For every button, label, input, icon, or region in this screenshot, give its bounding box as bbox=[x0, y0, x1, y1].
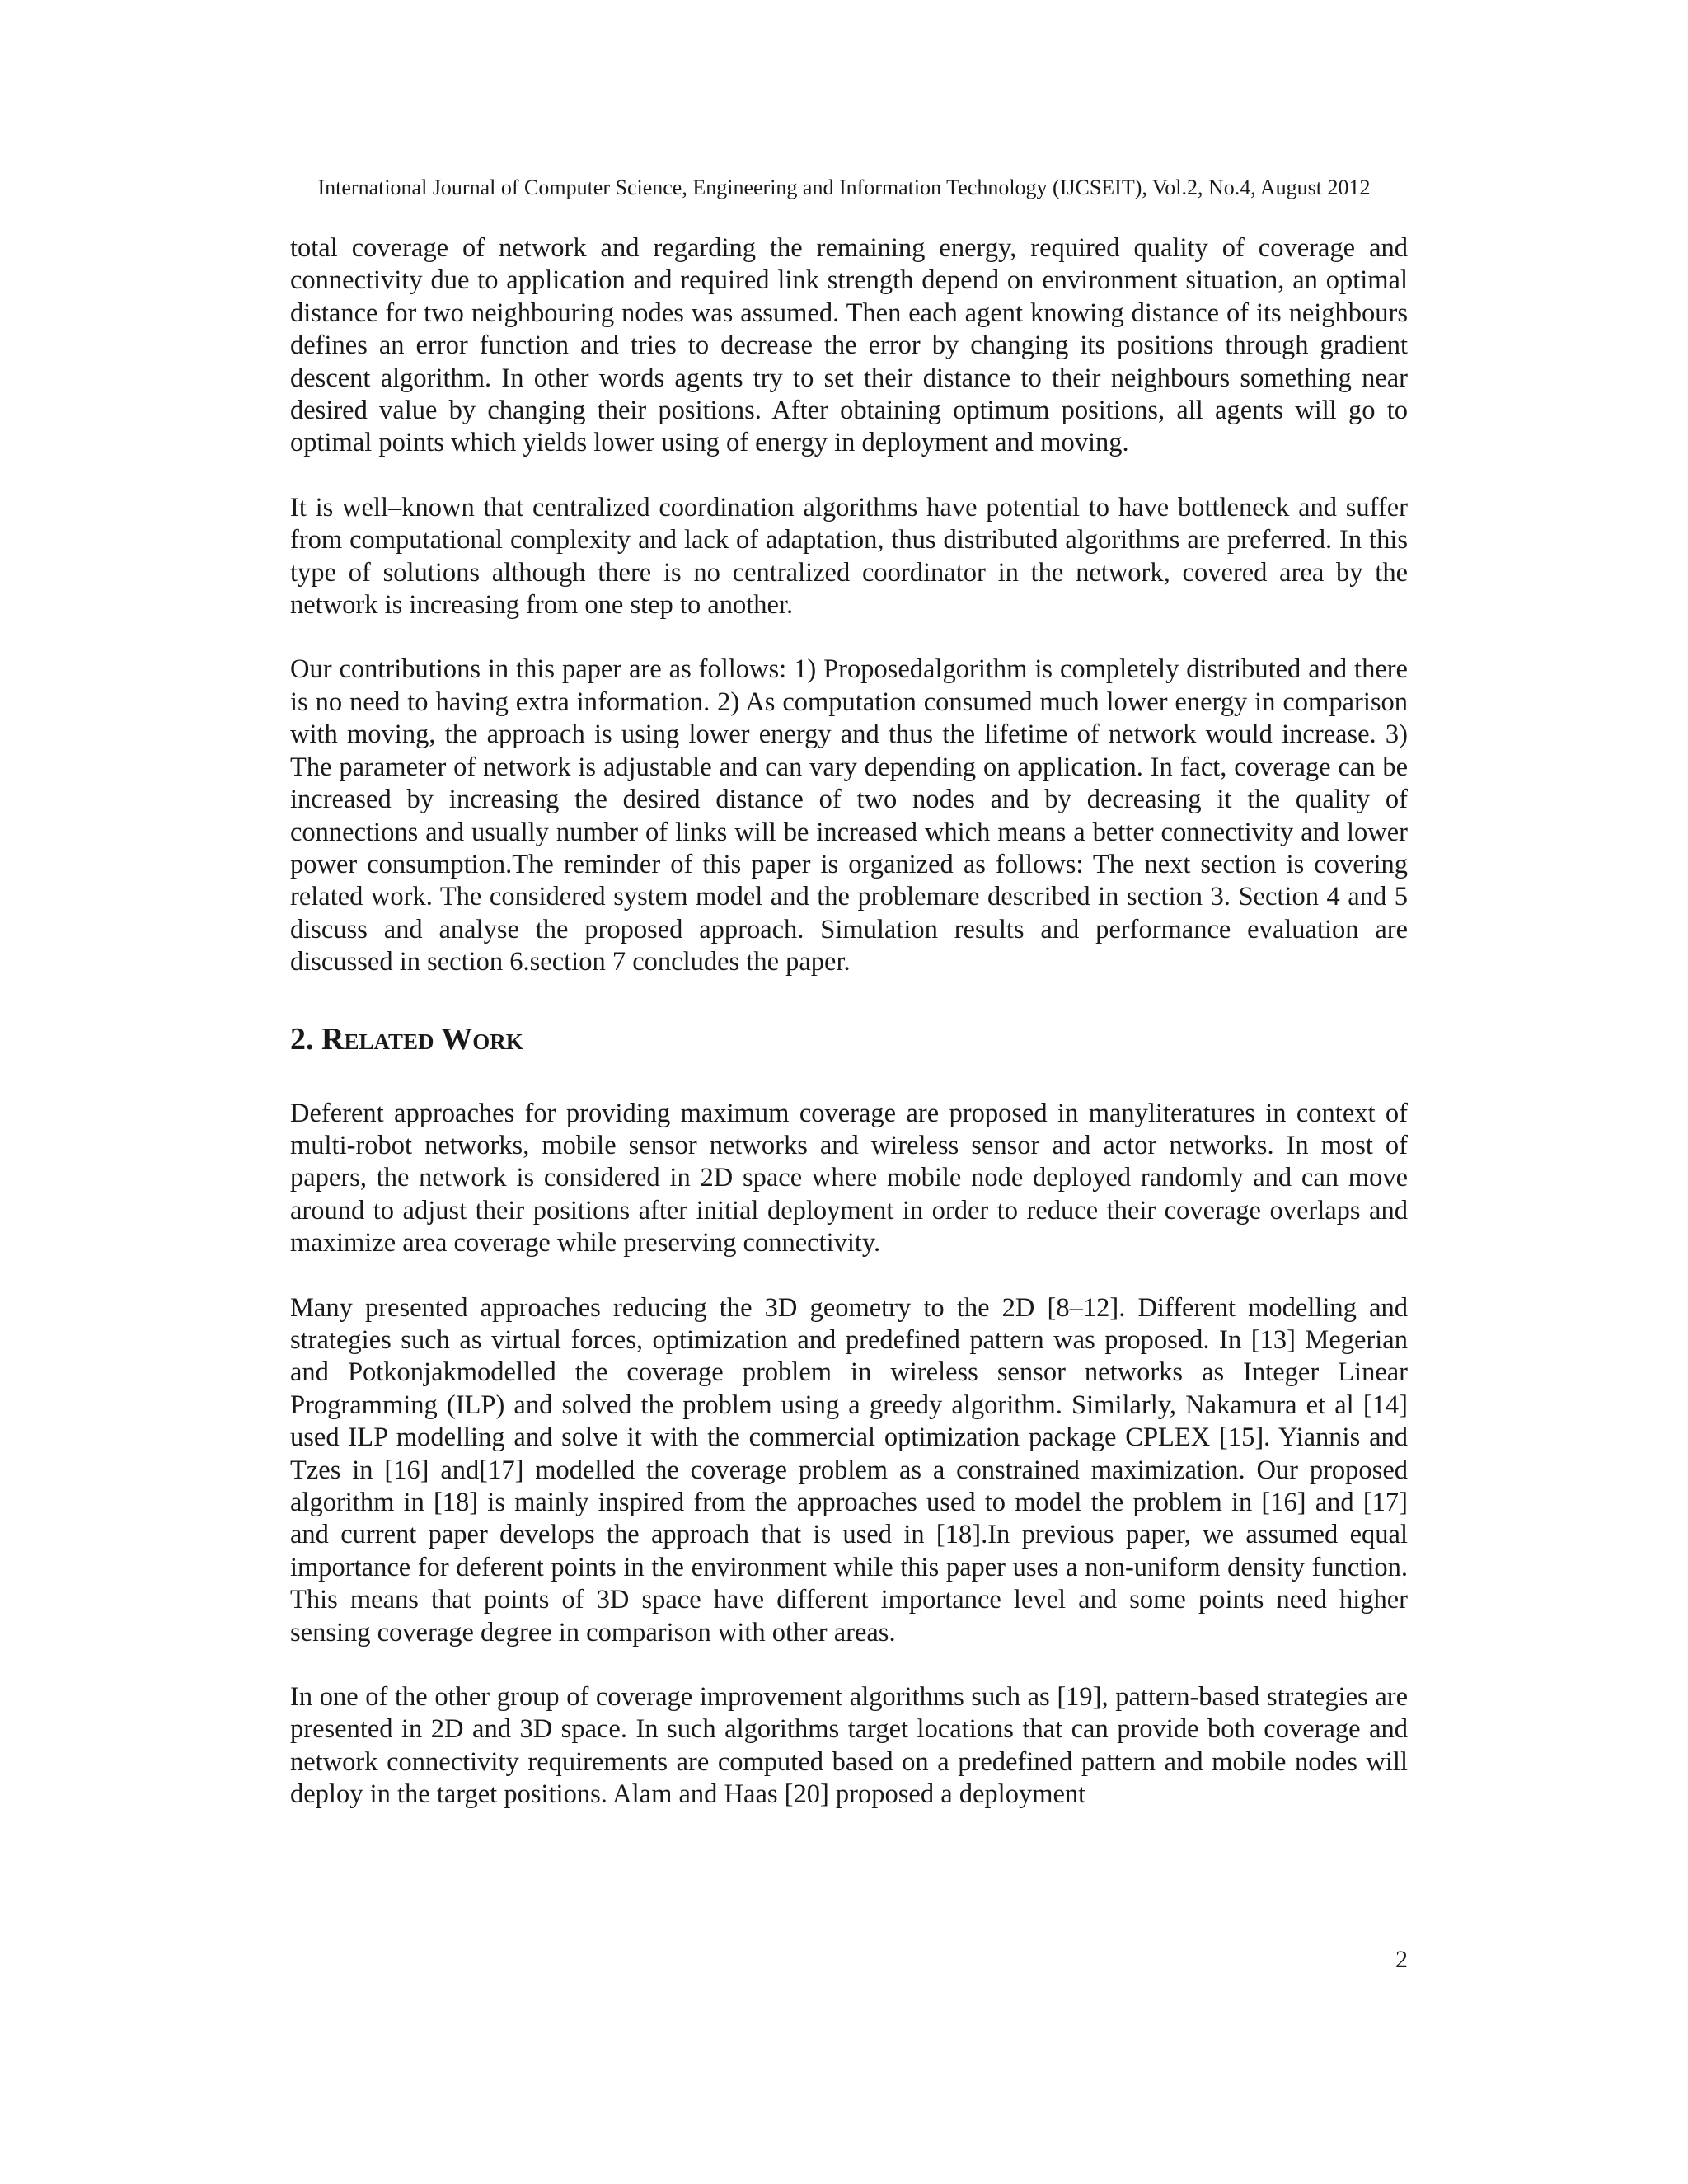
body-paragraph: It is well–known that centralized coordination algorithms have potential to have bottleneck and suffer from computational complexity and lack of adaptation, thus distributed algorithms are preferred. In this type of solutions although there is no centralized coordinator in the network, covered area by the network is increasing from one step to another. bbox=[290, 492, 1408, 621]
body-paragraph: In one of the other group of coverage improvement algorithms such as [19], pattern-based strategies are presented in 2D and 3D space. In such algorithms target locations that can provide both coverage and network connectivity requirements are computed based on a predefined pattern and mobile nodes will deploy in the target positions. Alam and Haas [20] proposed a deployment bbox=[290, 1682, 1408, 1810]
page-number: 2 bbox=[1395, 1946, 1408, 1973]
body-paragraph: total coverage of network and regarding the remaining energy, required quality of coverage and connectivity due to application and required link strength depend on environment situation, an optimal distance for two neighbouring nodes was assumed. Then each agent knowing distance of its neighbours defines an error function and tries to decrease the error by changing its positions through gradient descent algorithm. In other words agents try to set their distance to their neighbours something near desired value by changing their positions. After obtaining optimum positions, all agents will go to optimal points which yields lower using of energy in deployment and moving. bbox=[290, 233, 1408, 458]
section-heading-related-work: 2. Related Work bbox=[290, 1021, 523, 1057]
running-header: International Journal of Computer Science, Engineering and Information Technology (IJCSEIT), Vol.2, No.4, August 2012 bbox=[317, 176, 1371, 199]
body-paragraph: Our contributions in this paper are as follows: 1) Proposedalgorithm is completely distributed and there is no need to having extra information. 2) As computation consumed much lower energy in comparison with moving, the approach is using lower energy and thus the lifetime of network would increase. 3) The parameter of network is adjustable and can vary depending on application. In fact, coverage can be increased by increasing the desired distance of two nodes and by decreasing it the quality of connections and usually number of links will be increased which means a better connectivity and lower power consumption.The reminder of this paper is organized as follows: The next section is covering related work. The considered system model and the problemare described in section 3. Section 4 and 5 discuss and analyse the proposed approach. Simulation results and performance evaluation are discussed in section 6.section 7 concludes the paper. bbox=[290, 654, 1408, 977]
body-paragraph: Many presented approaches reducing the 3D geometry to the 2D [8–12]. Different modelling and strategies such as virtual forces, optimization and predefined pattern was proposed. In [13] Megerian and Potkonjakmodelled the coverage problem in wireless sensor networks as Integer Linear Programming (ILP) and solved the problem using a greedy algorithm. Similarly, Nakamura et al [14] used ILP modelling and solve it with the commercial optimization package CPLEX [15]. Yiannis and Tzes in [16] and[17] modelled the coverage problem as a constrained maximization. Our proposed algorithm in [18] is mainly inspired from the approaches used to model the problem in [16] and [17] and current paper develops the approach that is used in [18].In previous paper, we assumed equal importance for deferent points in the environment while this paper uses a non-uniform density function. This means that points of 3D space have different importance level and some points need higher sensing coverage degree in comparison with other areas. bbox=[290, 1292, 1408, 1647]
page-body bbox=[290, 232, 1408, 1811]
body-paragraph: Deferent approaches for providing maximum coverage are proposed in manyliteratures in context of multi-robot networks, mobile sensor networks and wireless sensor and actor networks. In most of papers, the network is considered in 2D space where mobile node deployed randomly and can move around to adjust their positions after initial deployment in order to reduce their coverage overlaps and maximize area coverage while preserving connectivity. bbox=[290, 1098, 1408, 1258]
